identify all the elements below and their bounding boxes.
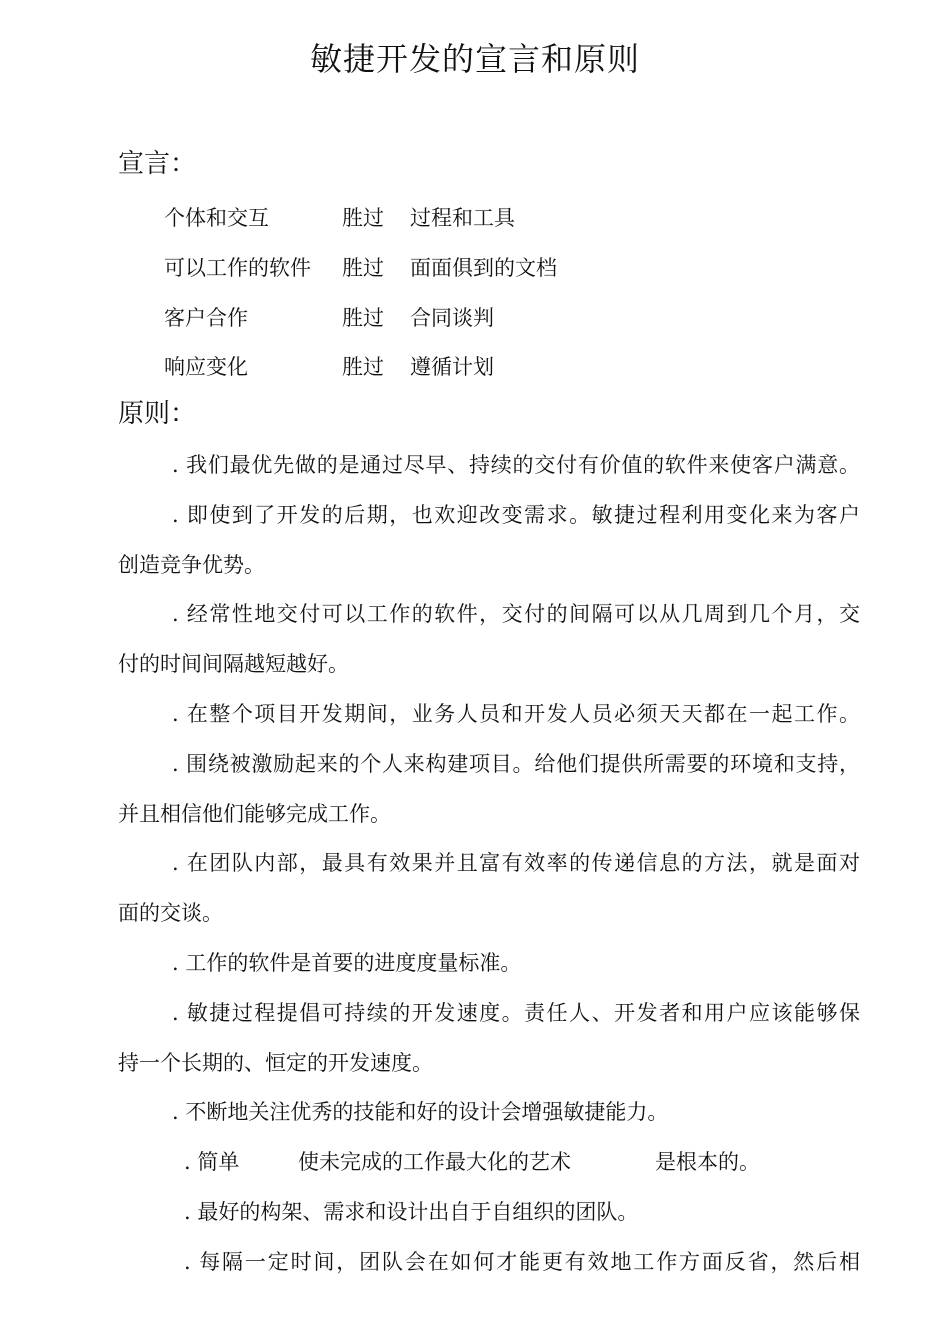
principle-line: . 每隔一定时间，团队会在如何才能更有效地工作方面反省，然后相: [184, 1250, 860, 1274]
principle-line: 付的时间间隔越短越好。: [118, 652, 349, 676]
manifesto-row: [164, 202, 864, 230]
manifesto-mid: 胜过: [342, 206, 384, 230]
page-title: 敏捷开发的宣言和原则: [309, 40, 640, 78]
principles-heading: 原则：: [118, 399, 197, 429]
principle-simple-label: . 简单: [184, 1150, 240, 1174]
manifesto-left: 客户合作: [164, 306, 248, 330]
manifesto-mid: 胜过: [342, 355, 384, 379]
manifesto-right: 合同谈判: [410, 306, 494, 330]
manifesto-mid: 胜过: [342, 256, 384, 280]
principle-line: . 敏捷过程提倡可持续的开发速度。责任人、开发者和用户应该能够保: [172, 1001, 860, 1025]
manifesto-heading: 宣言：: [118, 149, 197, 179]
principle-line: . 即使到了开发的后期，也欢迎改变需求。敏捷过程利用变化来为客户: [172, 503, 860, 527]
principle-line: . 我们最优先做的是通过尽早、持续的交付有价值的软件来使客户满意。: [172, 453, 860, 477]
principle-line: 持一个长期的、恒定的开发速度。: [118, 1051, 433, 1075]
principle-simple-middle: 使未完成的工作最大化的艺术: [298, 1150, 571, 1174]
manifesto-right: 面面俱到的文档: [410, 256, 557, 280]
principle-line: . 在整个项目开发期间，业务人员和开发人员必须天天都在一起工作。: [172, 702, 860, 726]
principle-line: . 最好的构架、需求和设计出自于自组织的团队。: [184, 1200, 639, 1224]
principle-line: . 不断地关注优秀的技能和好的设计会增强敏捷能力。: [172, 1100, 669, 1124]
manifesto-row: [164, 351, 864, 379]
manifesto-mid: 胜过: [342, 306, 384, 330]
manifesto-left: 个体和交互: [164, 206, 269, 230]
manifesto-right: 过程和工具: [410, 206, 515, 230]
principle-line: . 工作的软件是首要的进度度量标准。: [172, 951, 522, 975]
principle-line: . 围绕被激励起来的个人来构建项目。给他们提供所需要的环境和支持，: [172, 752, 860, 776]
manifesto-left: 响应变化: [164, 355, 248, 379]
principle-line: . 在团队内部，最具有效果并且富有效率的传递信息的方法，就是面对: [172, 851, 860, 875]
principle-line: 并且相信他们能够完成工作。: [118, 802, 391, 826]
principle-line: 面的交谈。: [118, 901, 223, 925]
manifesto-left: 可以工作的软件: [164, 256, 311, 280]
principle-line: . 经常性地交付可以工作的软件，交付的间隔可以从几周到几个月，交: [172, 602, 860, 626]
principle-simple-end: 是根本的。: [655, 1150, 760, 1174]
manifesto-row: [164, 302, 864, 330]
manifesto-right: 遵循计划: [410, 355, 494, 379]
principle-line: 创造竞争优势。: [118, 553, 265, 577]
manifesto-row: [164, 252, 864, 280]
